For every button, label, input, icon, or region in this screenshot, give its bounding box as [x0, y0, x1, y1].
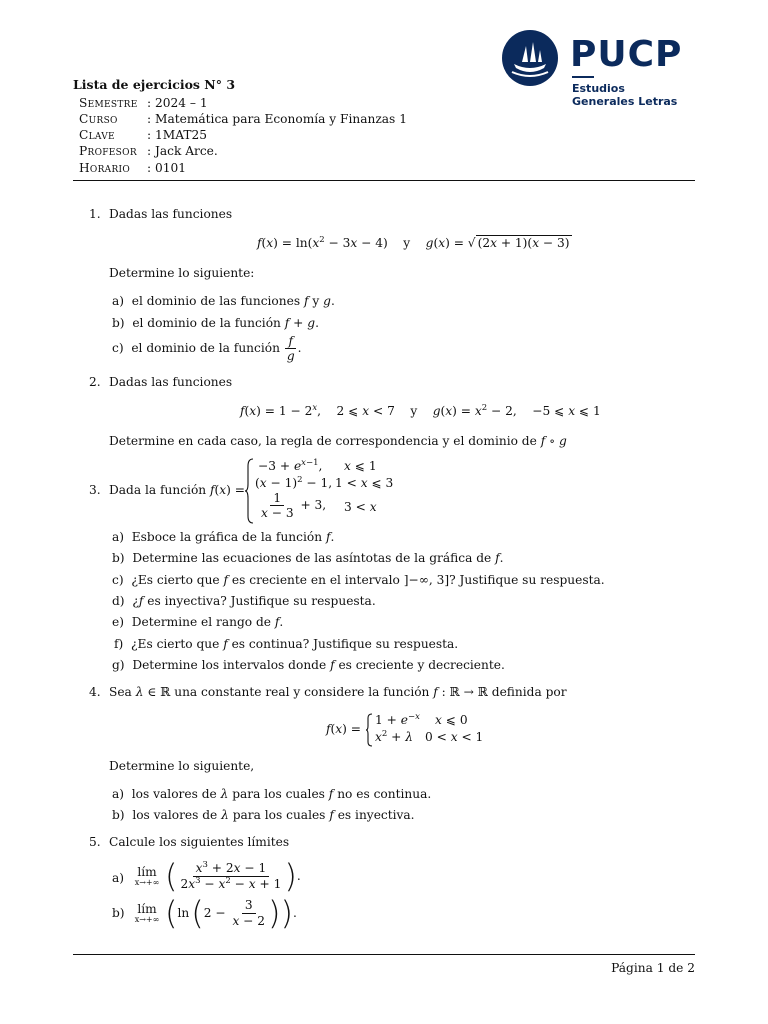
item-text-3: no es continua. [337, 787, 432, 801]
exercise-intro: Dada la función f(x) = [109, 483, 246, 497]
expr-5b: ( ln ( 2 − $\frac{3}{x - 2}$ ) ) . [165, 894, 297, 932]
meta-label: Horario [79, 161, 131, 175]
meta-label: Profesor [79, 144, 137, 158]
item-text-2: es inyectiva? Justifique su respuesta. [147, 594, 376, 608]
lim-sub: x→+∞ [134, 878, 160, 887]
item-1c: c) el dominio de la función $\frac{f}{g}$ . [112, 334, 302, 364]
item-label: c) [112, 573, 124, 587]
piece-2: $(x - 1)^2 - 1$, [255, 475, 333, 490]
logo-sub2: Generales Letras [572, 95, 678, 108]
item-4a: a) los valores de λ para los cuales f no es continua. [112, 787, 432, 801]
brace-icon [244, 458, 254, 524]
item-label: b) [112, 316, 125, 330]
meta-value: : 1MAT25 [147, 128, 207, 142]
item-label-5a: a) [112, 871, 125, 885]
meta-value: : 0101 [147, 161, 186, 175]
item-label-5b: b) [112, 906, 125, 920]
item-3g: g) Determine los intervalos donde f es creciente y decreciente. [112, 658, 505, 672]
piece-1-cond: x ⩽ 0 [435, 713, 468, 727]
exercise-intro: Dadas las funciones [109, 207, 233, 221]
item-3f: f) ¿Es cierto que f es continua? Justifique su respuesta. [114, 637, 459, 651]
item-text: el dominio de la función [132, 316, 281, 330]
exercise-number: 2. [89, 375, 101, 389]
item-label: f) [114, 637, 124, 651]
intro-text-3: definida por [491, 685, 567, 699]
exercise-ask: Determine en cada caso, la regla de correspondencia y el dominio de f ∘ g [109, 434, 567, 448]
item-label: b) [112, 551, 125, 565]
item-text-2: para los cuales [232, 808, 326, 822]
lim-word: lím [137, 902, 157, 916]
header-rule [73, 180, 695, 181]
item-label: d) [112, 594, 125, 608]
intro-text-2: una constante real y considere la función [174, 685, 430, 699]
piece-1-cond: x ⩽ 1 [344, 459, 377, 473]
logo-divider [572, 76, 594, 78]
intro-text-1: Sea [109, 685, 132, 699]
item-3b: b) Determine las ecuaciones de las asíntotas de la gráfica de f. [112, 551, 504, 565]
meta-value: : Matemática para Economía y Finanzas 1 [147, 112, 407, 126]
footer-rule [73, 954, 695, 955]
formula-f-label: f(x) = [326, 722, 361, 736]
item-text: Determine las ecuaciones de las asíntotas de la gráfica de [132, 551, 492, 565]
item-4b: b) los valores de λ para los cuales f es inyectiva. [112, 808, 415, 822]
piece-2-cond: 0 < x < 1 [425, 730, 484, 744]
item-label: a) [112, 294, 125, 308]
item-text-3: ? Justifique su respuesta. [449, 573, 605, 587]
item-text-2: es creciente y decreciente. [338, 658, 505, 672]
exercise-number: 3. [89, 483, 101, 497]
piece-2-cond: 1 < x ⩽ 3 [335, 476, 394, 490]
item-text: Esboce la gráfica de la función [131, 530, 323, 544]
item-text: Determine el rango de [131, 615, 271, 629]
item-3c: c) ¿Es cierto que f es creciente en el intervalo ]−∞, 3]? Justifique su respuesta. [112, 573, 605, 587]
exercise-number: 4. [89, 685, 101, 699]
item-text: ¿ [132, 594, 139, 608]
item-text: ¿Es cierto que [131, 637, 220, 651]
item-label: a) [112, 530, 125, 544]
item-text: ¿Es cierto que [131, 573, 220, 587]
item-text: el dominio de las funciones [131, 294, 301, 308]
lim-sub: x→+∞ [134, 915, 160, 924]
item-1a: a) el dominio de las funciones f y g. [112, 294, 335, 308]
meta-label: Semestre [79, 96, 138, 110]
lim-word: lím [137, 865, 157, 879]
pucp-seal-icon [500, 28, 560, 88]
formula-f-g: $f(x) = 1 - 2^x$, 2 ⩽ x < 7 y $g(x) = x^2 - 2$, −5 ⩽ x ⩽ 1 [240, 403, 601, 418]
logo-wordmark: PUCP [570, 34, 683, 75]
piece-1: $1 + e^{-x}$ [375, 712, 420, 727]
item-label: g) [112, 658, 125, 672]
document-title: Lista de ejercicios N° 3 [73, 77, 236, 92]
ask-text: Determine en cada caso, la regla de correspondencia y el dominio de [109, 434, 537, 448]
intro-text: Dada la función [109, 483, 207, 497]
item-text-2: para los cuales [232, 787, 325, 801]
meta-label: Curso [79, 112, 118, 126]
meta-label: Clave [79, 128, 115, 142]
item-3e: e) Determine el rango de f. [112, 615, 284, 629]
logo-sub1: Estudios [572, 82, 625, 95]
page-number: Página 1 de 2 [611, 961, 695, 975]
exercise-ask: Determine lo siguiente, [109, 759, 255, 773]
item-text-1: los valores de [131, 787, 217, 801]
pucp-logo [500, 28, 690, 112]
limit-5a [129, 865, 165, 887]
item-label: c) [112, 341, 124, 356]
item-label: b) [112, 808, 125, 822]
meta-value: : Jack Arce. [147, 144, 218, 158]
piece-2: $x^2 + \lambda$ [375, 729, 413, 744]
piece-1: $-3 + e^{x-1}$, [258, 458, 323, 473]
exercise-number: 1. [89, 207, 101, 221]
exercise-intro: Sea λ ∈ ℝ una constante real y considere la función f : ℝ → ℝ definida por [109, 685, 567, 699]
formula-f-g: $f(x) = \ln(x^2 - 3x - 4)$ y g(x) = √ (2x + 1)(x − 3) [257, 235, 570, 250]
item-text-1: los valores de [132, 808, 218, 822]
item-text: el dominio de la función [131, 341, 280, 356]
expr-5a: ( $\frac{x^3 + 2x - 1}{2x^3 - x^2 - x + 1}$ ) . [165, 857, 301, 895]
item-text-2: es creciente en el intervalo [231, 573, 400, 587]
item-text: Determine los intervalos donde [132, 658, 327, 672]
brace-icon [365, 713, 373, 747]
exercise-intro: Calcule los siguientes límites [109, 835, 290, 849]
item-1b: b) el dominio de la función f + g. [112, 316, 319, 330]
exercise-number: 5. [89, 835, 101, 849]
piece-3-cond: 3 < x [344, 500, 377, 514]
item-label: e) [112, 615, 124, 629]
piece-3: $\frac{1}{x - 3}$ + 3, [261, 491, 327, 521]
limit-5b [129, 902, 165, 924]
item-label: a) [112, 787, 125, 801]
exercise-intro: Dadas las funciones [109, 375, 233, 389]
exercise-ask: Determine lo siguiente: [109, 266, 255, 280]
item-3d: d) ¿f es inyectiva? Justifique su respuesta. [112, 594, 376, 608]
item-text-2: es continua? Justifique su respuesta. [231, 637, 459, 651]
meta-value: : 2024 – 1 [147, 96, 208, 110]
item-3a: a) Esboce la gráfica de la función f. [112, 530, 335, 544]
item-text-3: es inyectiva. [337, 808, 415, 822]
